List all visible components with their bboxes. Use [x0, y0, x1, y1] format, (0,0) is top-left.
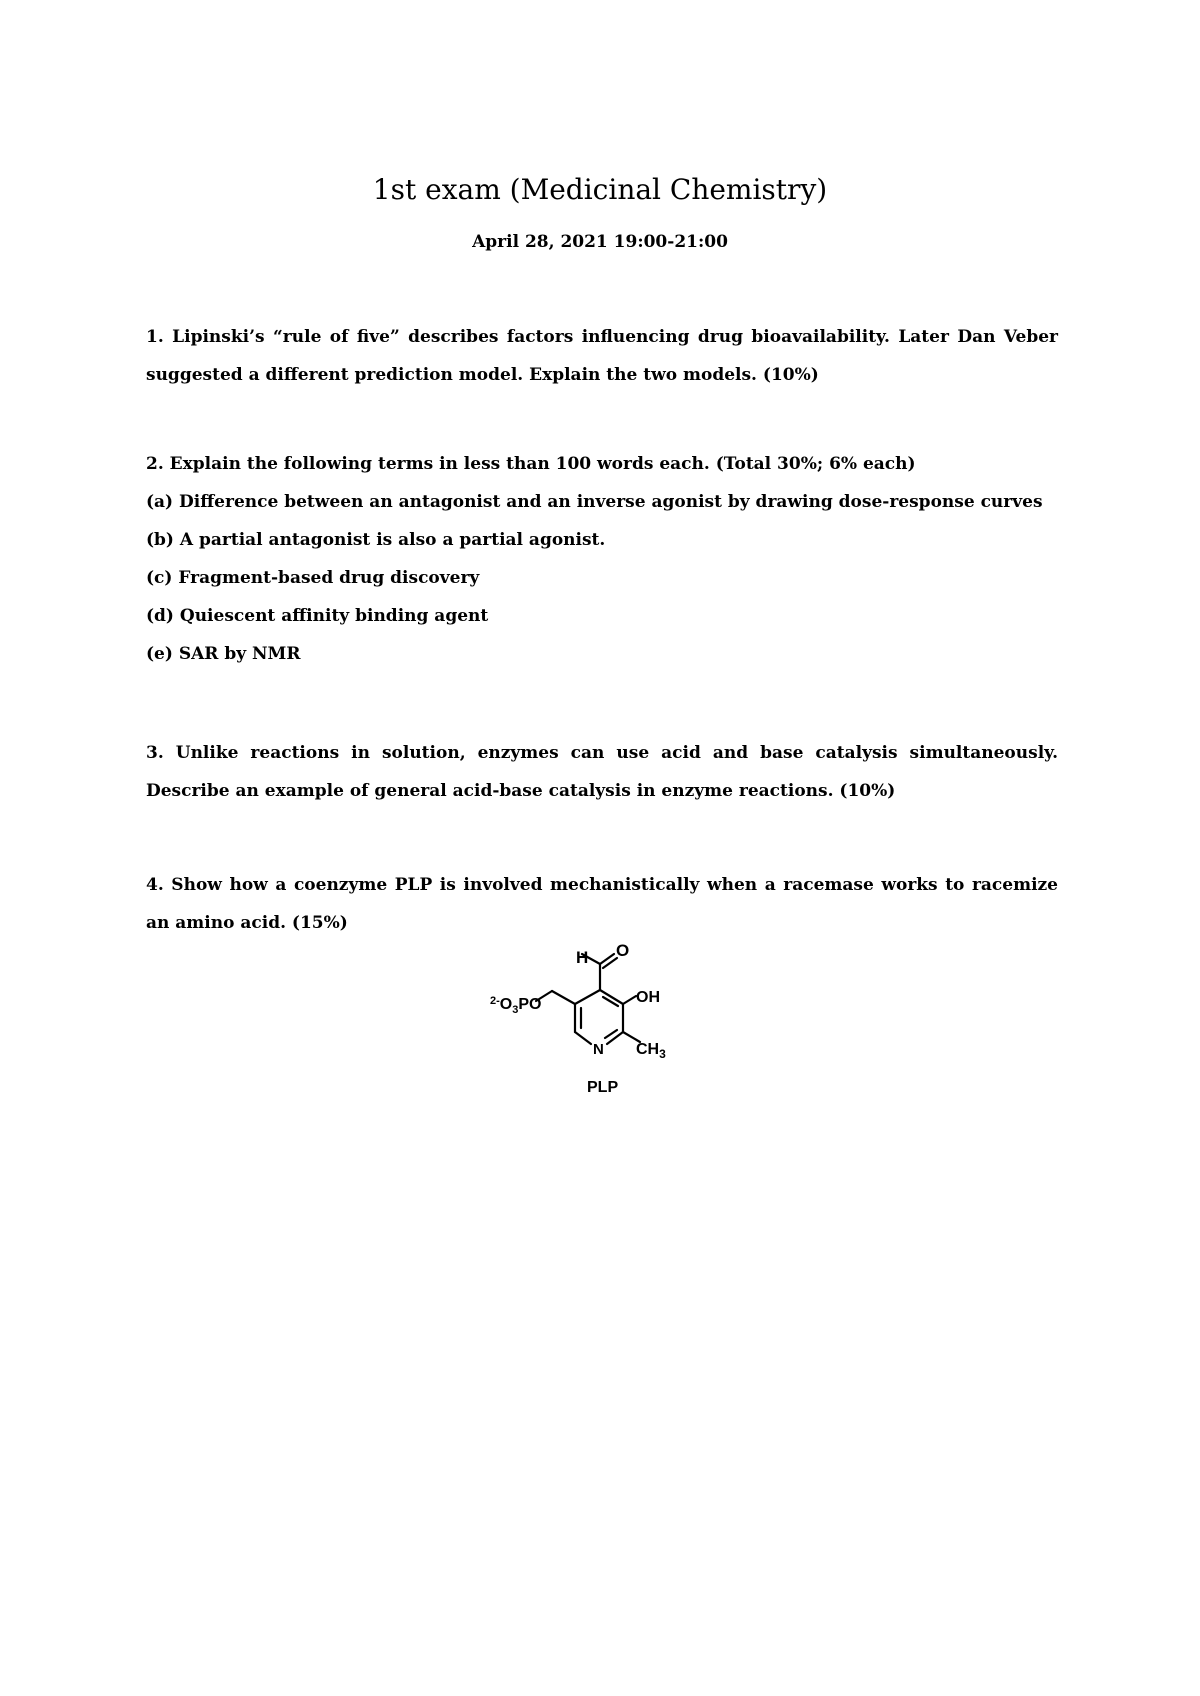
question-2-item-c: (c) Fragment-based drug discovery: [146, 568, 480, 588]
aldehyde-h-label: H: [576, 948, 589, 967]
exam-title: 1st exam (Medicinal Chemistry): [372, 173, 828, 206]
question-2-item-b: (b) A partial antagonist is also a partial agonist.: [146, 530, 606, 550]
aldehyde-o-label: O: [616, 941, 630, 960]
ring-bond-c4-c5: [575, 990, 600, 1004]
question-1: 1. Lipinski’s “rule of five” describes factors influencing drug bioavailability. Later Dan Veber suggested a different prediction model. Explain the two models. (10%): [146, 327, 1058, 385]
exam-date: April 28, 2021 19:00-21:00: [472, 232, 728, 252]
bond-c3-oh: [623, 996, 636, 1004]
question-3: 3. Unlike reactions in solution, enzymes can use acid and base catalysis simultaneously. Describe an example of general acid-base catalysis in enzyme reactions. (10%): [146, 743, 1058, 801]
question-2-item-a: (a) Difference between an antagonist and an inverse agonist by drawing dose-response curves: [146, 492, 1043, 512]
methyl-label: $CH_3$: [636, 1041, 666, 1061]
question-4: 4. Show how a coenzyme PLP is involved mechanistically when a racemase works to racemize an amino acid. (15%): [146, 875, 1058, 933]
question-2-item-d: (d) Quiescent affinity binding agent: [146, 606, 489, 626]
question-2-item-e: (e) SAR by NMR: [146, 644, 301, 664]
phosphate-label: $^{2-}O_3PO$: [490, 995, 542, 1016]
nitrogen-label: N: [593, 1041, 604, 1058]
question-2-prompt: 2. Explain the following terms in less than 100 words each. (Total 30%; 6% each): [146, 454, 916, 474]
bond-c5-ch2: [552, 991, 575, 1004]
plp-caption: PLP: [587, 1079, 619, 1096]
plp-structure-diagram: [490, 936, 740, 1106]
ring-bond-n-c6: [575, 1032, 591, 1044]
hydroxyl-label: OH: [636, 989, 660, 1006]
